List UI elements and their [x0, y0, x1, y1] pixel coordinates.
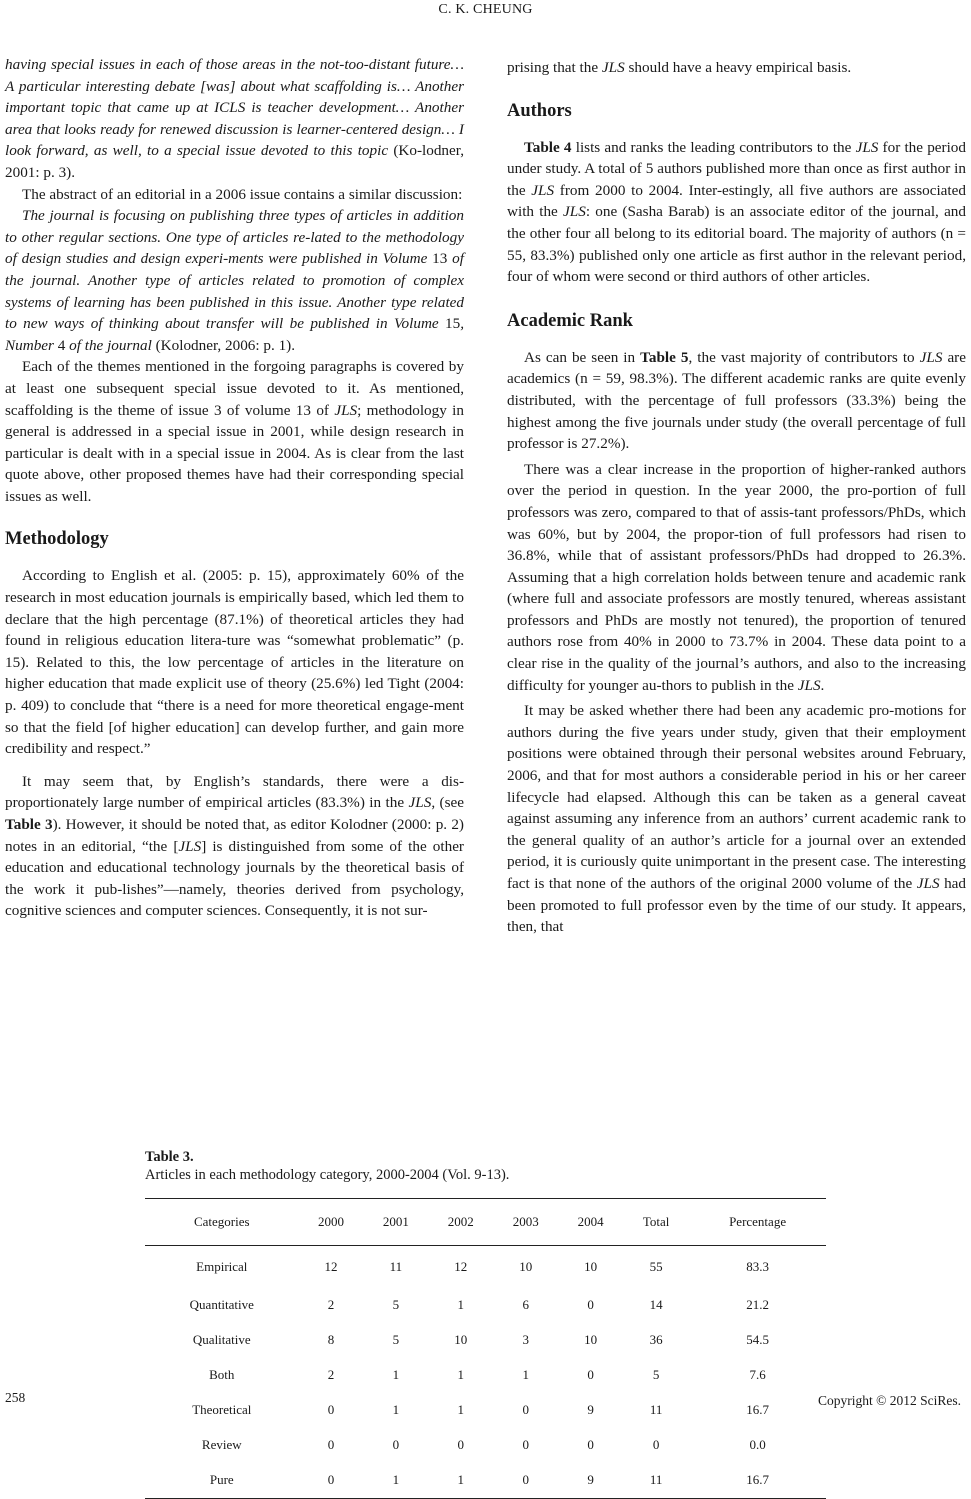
- table-cell: 12: [454, 1259, 468, 1274]
- column-header: Categories: [145, 1199, 299, 1246]
- table-row: [145, 1246, 826, 1288]
- table-cell: 10: [584, 1331, 598, 1347]
- paragraph-2: The abstract of an editorial in a 2006 issue contains a similar discussion:: [22, 185, 463, 203]
- table-cell: 1: [363, 1462, 428, 1499]
- table-cell: 0: [587, 1366, 594, 1382]
- table-cell: 9: [558, 1462, 623, 1499]
- quote-paragraph-3: The journal is focusing on publishing three types of articles in addition to other regular sections. One type of articles re-lated to the methodology of design studies and design experi-ments were published in Volume 13 of the journal. Another type of articles related to promotion of complex systems of learning has been published in this issue. Another type related to new ways of thinking about transfer will be published in Volume 15, Number 4 of the journal (Kolodner, 2006: p. 1).: [5, 207, 465, 354]
- table-cell: 0: [327, 1401, 335, 1417]
- table-cell: 16.7: [689, 1462, 826, 1499]
- table-cell: 10: [584, 1259, 598, 1274]
- table-cell: 10: [454, 1331, 468, 1347]
- right-paragraph-3: As can be seen in Table 5, the vast majority of contributors to JLS are academics (n = 59, 98.3%). The different academic ranks are quite evenly distributed, with the percentage of full professors (33.3%) being the highest among the five journals under study (the overall percentage of full professor is 27.2%).: [507, 348, 966, 453]
- right-paragraph-4: There was a clear increase in the proportion of higher-ranked authors over the period in question. In the year 2000, the pro-portion of full professors was zero, compared to that of assis-tant professors/PhDs, which was 60%, but by 2004, the propor-tion of full professors had risen to 36.8%, while that of assistant professors/PhDs had dropped to 26.3%. Assuming that a high correlation holds between tenure and academic rank (where full and associate professors are mostly tenured, whereas assistant professors and PhDs are mostly not tenured), the proportion of tenured authors rose from 40% in 2000 to 73.7% in 2004. These data point to a clear rise in the quality of the journal’s authors, and also to the increasing difficulty for younger au-thors to publish in the JLS.: [507, 460, 966, 694]
- table-cell: 2: [327, 1366, 335, 1382]
- table-cell: 9: [587, 1401, 594, 1417]
- table-cell: 0: [299, 1462, 364, 1499]
- heading-academic-rank: Academic Rank: [507, 310, 633, 331]
- table-cell: 0: [522, 1401, 529, 1417]
- table-cell: 54.5: [746, 1331, 769, 1347]
- table-cell: 5: [652, 1366, 660, 1382]
- table-cell: 1: [392, 1366, 400, 1382]
- right-paragraph-5: It may be asked whether there had been any academic pro-motions for authors during the five years under study, given that their employment positions were obtained through their personal websites around February, 2006, and that for most authors a considerable period in his or her career lifecycle had elapsed. Although this can be taken as a general caveat against assuming any inference from an authors’ current academic rank to the general quality of an author’s article for a journal over an extended period, it is curiously quite unimportant in the present case. The interesting fact is that none of the authors of the original 2000 volume of the JLS had been promoted to full professor even by the time of our study. It appears, then, that: [507, 702, 966, 936]
- page-number: 258: [5, 1390, 26, 1405]
- table-cell: 55: [649, 1259, 663, 1274]
- table-cell: 36: [649, 1331, 663, 1347]
- column-header: 2003: [493, 1199, 558, 1246]
- column-header: Percentage: [689, 1199, 826, 1246]
- table-cell: 0: [587, 1296, 594, 1312]
- table-row: [145, 1322, 826, 1357]
- table-cell: 21.2: [746, 1296, 769, 1312]
- table-cell: 5: [392, 1331, 400, 1347]
- table-3-reference[interactable]: Table 3: [5, 816, 53, 833]
- column-header: 2004: [558, 1199, 623, 1246]
- heading-authors: Authors: [507, 100, 572, 121]
- paragraph-5: According to English et al. (2005: p. 15), approximately 60% of the research in most education journals is empirically based, which led them to declare that the high percentage (87.1%) of theoretical articles they had found in religious education litera-ture was “somewhat problematic” (p. 15). Related to this, the low percentage of articles in the literature on higher education that made explicit use of theory (25.6%) led Tight (2004: p. 409) to conclude that “there is a need for more theoretical engage-ment so that the field [of higher education] can develop further, and gain more credibility and respect.”: [5, 567, 464, 758]
- column-header: 2000: [299, 1199, 364, 1246]
- table-cell: 6: [522, 1296, 529, 1312]
- table-cell: 16.7: [746, 1401, 769, 1417]
- methodology-table: [145, 1198, 826, 1499]
- table-cell: 1: [522, 1366, 529, 1382]
- table-cell: 0.0: [749, 1436, 766, 1452]
- right-column: [507, 57, 966, 938]
- table-cell: 10: [519, 1259, 533, 1274]
- table-cell: 0: [457, 1436, 465, 1452]
- heading-methodology: Methodology: [5, 529, 109, 550]
- table-cell: 1: [457, 1366, 465, 1382]
- table-cell: 0: [392, 1436, 400, 1452]
- table-cell: 5: [392, 1296, 400, 1312]
- table-cell: 7.6: [749, 1366, 766, 1382]
- table-row: [145, 1357, 826, 1392]
- table-cell: Theoretical: [192, 1401, 252, 1417]
- table-row: [145, 1427, 826, 1462]
- table-cell: 8: [327, 1331, 335, 1347]
- column-header: 2001: [363, 1199, 428, 1246]
- table-cell: 0: [327, 1436, 335, 1452]
- paragraph-6: It may seem that, by English’s standards, there were a dis-proportionately large number of empirical articles (83.3%) in the JLS, (see Table 3). However, it should be noted that, as editor Kolodner (2000: p. 2) notes in an editorial, “the [JLS] is distinguished from some of the other education and educational technology journals by the theoretical basis of the work it pub-lishes”—namely, theories derived from psychology, cognitive sciences and computer sciences. Consequently, it is not sur-: [5, 772, 464, 920]
- table-5-reference[interactable]: Table 5: [640, 348, 689, 366]
- table-caption: Articles in each methodology category, 2000-2004 (Vol. 9-13).: [145, 1167, 510, 1183]
- table-cell: Both: [209, 1366, 235, 1382]
- running-head: C. K. CHEUNG: [438, 2, 533, 17]
- table-cell: 11: [649, 1401, 663, 1417]
- table-4-reference[interactable]: Table 4: [524, 138, 572, 156]
- table-cell: 1: [457, 1296, 465, 1312]
- right-paragraph-2: Table 4 lists and ranks the leading contributors to the JLS for the period under study. A total of 5 authors published more than once as first author in the JLS from 2000 to 2004. Inter-estingly, all five authors are associated with the JLS: one (Sasha Barab) is an associate editor of the journal, and the other four all belong to its editorial board. The majority of authors (n = 55, 83.3%) published only one article as first author in the relevant period, four of whom were second or third authors of other articles.: [507, 138, 966, 286]
- paragraph-4: Each of the themes mentioned in the forgoing paragraphs is covered by at least one subsequent special issue devoted to it. As mentioned, scaffolding is the theme of issue 3 of volume 13 of JLS; methodology in general is addressed in a special issue in 2001, while design research in particular is dealt with in a special issue in 2004. As is clear from the last quote above, other proposed themes have had their corresponding special issues as well.: [5, 358, 464, 505]
- table-cell: 2: [327, 1296, 335, 1312]
- table-cell: 12: [324, 1259, 338, 1274]
- table-cell: 11: [389, 1259, 403, 1274]
- left-column: [5, 54, 464, 922]
- quote-paragraph-1: having special issues in each of those areas in the not-too-distant future… A particular interesting debate [was] about what scaffolding is… Another important topic that came up at ICLS is teacher development… Another area that looks ready for renewed discussion is learner-centered design… I look forward, as well, to a special issue devoted to this topic (Ko-lodner, 2001: p. 3).: [5, 56, 464, 181]
- table-cell: 0: [522, 1436, 529, 1452]
- table-title: Table 3.: [145, 1149, 194, 1165]
- table-row: [145, 1392, 826, 1427]
- table-row: [145, 1462, 826, 1499]
- table-cell: Empirical: [196, 1259, 248, 1274]
- table-cell: 0: [493, 1462, 558, 1499]
- right-paragraph-1: prising that the JLS should have a heavy empirical basis.: [507, 59, 852, 76]
- table-cell: 3: [522, 1331, 529, 1347]
- column-header: Total: [623, 1199, 689, 1246]
- column-header: 2002: [428, 1199, 493, 1246]
- table-cell: 11: [623, 1462, 689, 1499]
- table-header-row: [145, 1199, 826, 1246]
- table-cell: Qualitative: [192, 1331, 251, 1347]
- copyright-notice: Copyright © 2012 SciRes.: [817, 1393, 961, 1408]
- table-row: [145, 1287, 826, 1322]
- table-cell: Review: [201, 1436, 242, 1452]
- table-3-block: [145, 1148, 826, 1487]
- table-cell: Quantitative: [189, 1296, 254, 1312]
- table-cell: 1: [428, 1462, 493, 1499]
- table-cell: 14: [649, 1296, 663, 1312]
- table-cell: 1: [457, 1401, 465, 1417]
- table-cell: 0: [652, 1436, 660, 1452]
- table-cell: 0: [587, 1436, 594, 1452]
- table-cell: Pure: [145, 1462, 299, 1499]
- table-cell: 1: [392, 1401, 400, 1417]
- table-cell: 83.3: [746, 1259, 769, 1274]
